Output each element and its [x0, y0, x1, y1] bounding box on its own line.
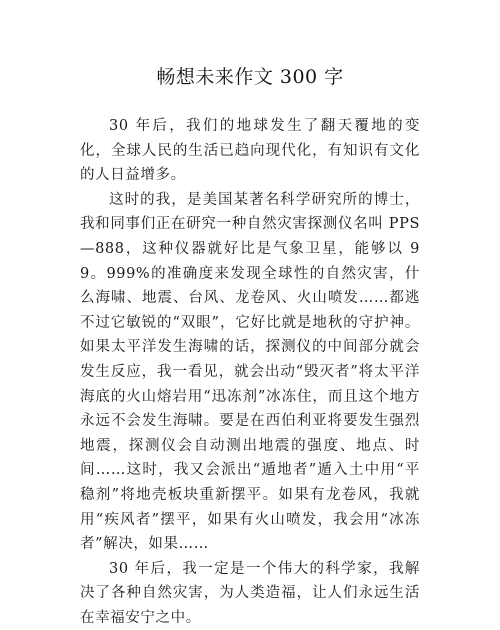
paragraph-1: 30 年后，我们的地球发生了翻天覆地的变化，全球人民的生活已趋向现代化，有知识有文化的人日益增多。	[80, 118, 420, 184]
paragraph-3: 30 年后，我一定是一个伟大的科学家，我解决了各种自然灾害，为人类造福，让人们永远生活在幸福安宁之中。	[80, 560, 420, 626]
paragraph-2: 这时的我，是美国某著名科学研究所的博士，我和同事们正在研究一种自然灾害探测仪名叫 PPS—888，这种仪器就好比是气象卫星，能够以 99。999%的准确度来发现全球性的自然灾害，什么海啸、地震、台风、龙卷风、火山喷发……都逃不过它敏锐的“双眼”，它好比就是地秋的守护神。如果太平洋发生海啸的话，探测仪的中间部分就会发生反应，我一看见，就会出动“毁灭者”将太平洋海底的火山熔岩用“迅冻剂”冰冻住，而且这个地方永远不会发生海啸。要是在西伯利亚将要发生强烈地震，探测仪会自动测出地震的强度、地点、时间……这时，我又会派出“遁地者”遁入土中用“平稳剂”将地壳板块重新摆平。如果有龙卷风，我就用“疾风者”摆平，如果有火山喷发，我会用“冰冻者”解决，如果……	[80, 191, 420, 553]
document-body	[80, 114, 420, 630]
document-title: 畅想未来作文 300 字	[156, 66, 344, 88]
